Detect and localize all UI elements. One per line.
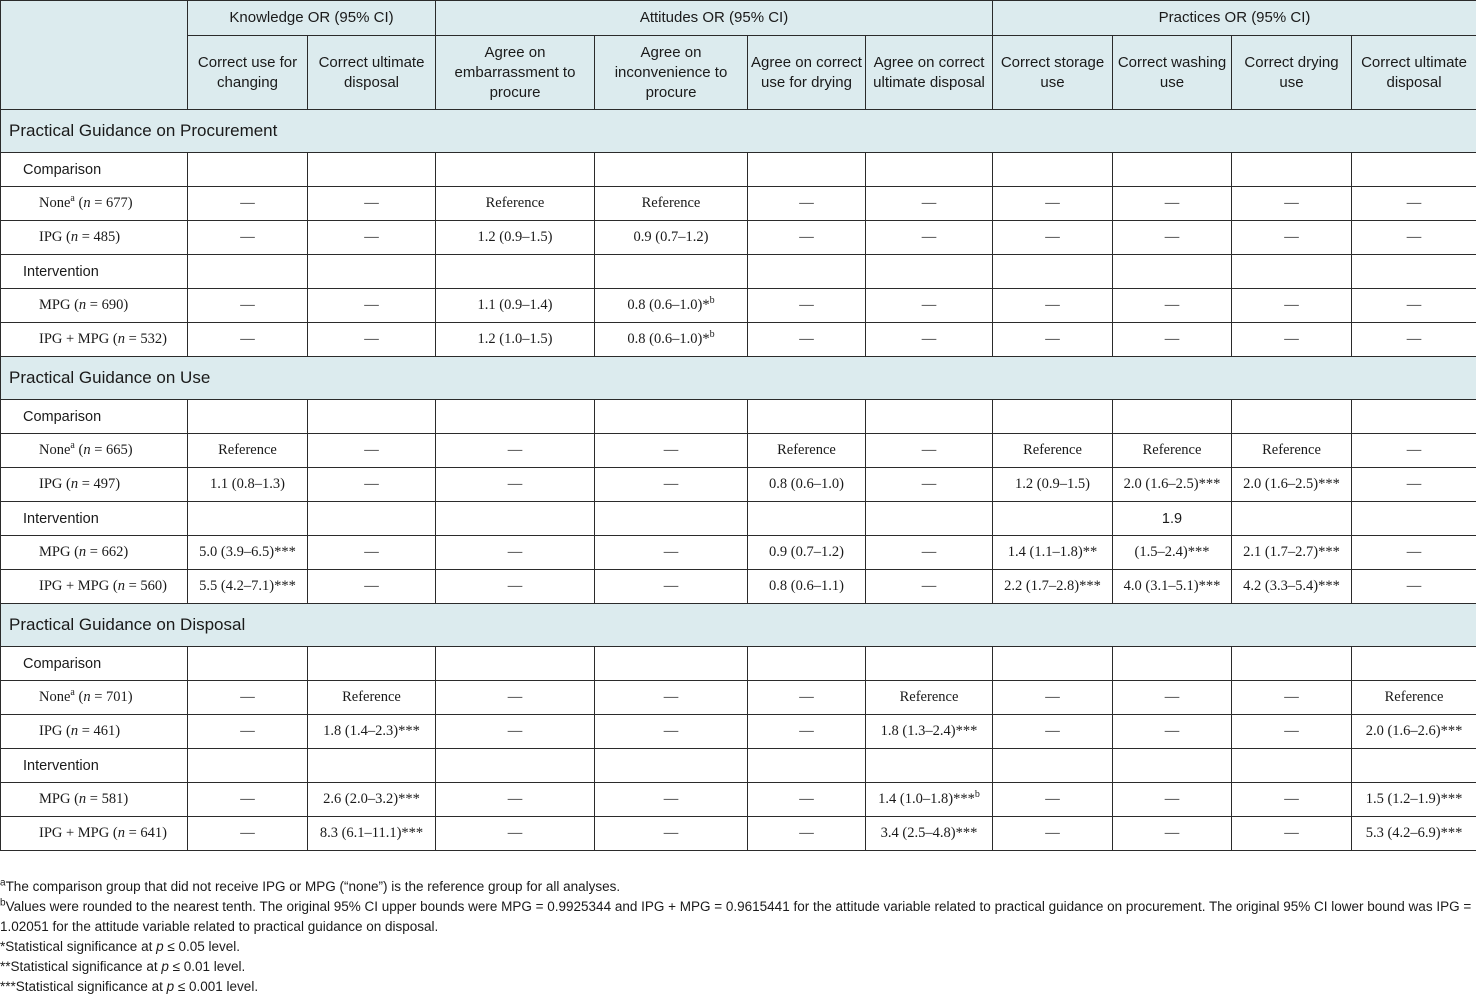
col-header: Correct ultimate disposal <box>308 36 436 110</box>
table-cell <box>308 749 436 783</box>
table-cell: — <box>436 783 595 817</box>
table-cell: Reference <box>188 434 308 468</box>
table-cell: — <box>748 681 866 715</box>
table-cell: 0.9 (0.7–1.2) <box>595 221 748 255</box>
table-cell: — <box>866 187 993 221</box>
row-label: Comparison <box>1 647 188 681</box>
table-cell <box>1113 647 1232 681</box>
row-label: IPG + MPG (n = 560) <box>1 570 188 604</box>
table-cell: — <box>436 715 595 749</box>
table-cell: — <box>748 323 866 357</box>
table-cell: 0.8 (0.6–1.0)*$^b$ <box>595 289 748 323</box>
table-cell: — <box>308 289 436 323</box>
table-cell: — <box>1232 187 1352 221</box>
table-cell <box>993 255 1113 289</box>
table-cell <box>188 255 308 289</box>
group-label-row <box>1 647 1476 681</box>
section-title: Practical Guidance on Disposal <box>1 604 1476 647</box>
table-cell: — <box>1352 221 1476 255</box>
table-cell <box>308 647 436 681</box>
table-cell <box>748 153 866 187</box>
table-cell: — <box>308 187 436 221</box>
table-cell <box>1352 153 1476 187</box>
col-header: Agree on inconvenience to procure <box>595 36 748 110</box>
row-label: MPG (n = 662) <box>1 536 188 570</box>
table-cell <box>1113 749 1232 783</box>
table-cell: — <box>436 681 595 715</box>
col-header: Agree on correct ultimate disposal <box>866 36 993 110</box>
table-cell <box>866 153 993 187</box>
table-cell: — <box>595 536 748 570</box>
table-footnotes <box>0 877 1476 997</box>
table-cell <box>595 749 748 783</box>
header-column-row <box>1 36 1476 110</box>
table-cell: — <box>188 715 308 749</box>
col-header: Correct storage use <box>993 36 1113 110</box>
table-cell: 0.8 (0.6–1.1) <box>748 570 866 604</box>
table-cell: Reference <box>308 681 436 715</box>
table-cell <box>188 502 308 536</box>
table-cell: — <box>993 187 1113 221</box>
table-cell: Reference <box>1113 434 1232 468</box>
row-label: None$^a$ (n = 665) <box>1 434 188 468</box>
table-cell: — <box>188 681 308 715</box>
table-row <box>1 434 1476 468</box>
table-cell <box>436 400 595 434</box>
table-cell <box>1232 400 1352 434</box>
footnote-b: $^b$Values were rounded to the nearest tenth. The original 95% CI upper bounds were MPG = 0.9925344 and IPG + MPG = 0.9615441 for the attitude variable related to practical guidance on procurement. The original 95% CI lower bound was IPG = 1.02051 for the attitude variable related to practical guidance on disposal. <box>0 897 1472 934</box>
row-label: Intervention <box>1 749 188 783</box>
table-cell: — <box>188 783 308 817</box>
table-cell: — <box>188 289 308 323</box>
table-cell: — <box>595 681 748 715</box>
table-cell: — <box>1113 681 1232 715</box>
table-cell: Reference <box>993 434 1113 468</box>
header-group-knowledge: Knowledge OR (95% CI) <box>188 1 436 36</box>
table-cell: — <box>1352 570 1476 604</box>
table-cell: — <box>1232 783 1352 817</box>
footnote-sig-001: **Statistical significance at p ≤ 0.01 level. <box>0 959 246 974</box>
table-cell: 4.0 (3.1–5.1)*** <box>1113 570 1232 604</box>
section-header-row <box>1 110 1476 153</box>
footnote-a: $^a$The comparison group that did not receive IPG or MPG (“none”) is the reference group for all analyses. <box>0 877 621 894</box>
table-cell: — <box>1113 323 1232 357</box>
table-cell <box>748 255 866 289</box>
col-header: Correct washing use <box>1113 36 1232 110</box>
table-cell: 1.1 (0.9–1.4) <box>436 289 595 323</box>
table-row <box>1 468 1476 502</box>
table-cell <box>1232 647 1352 681</box>
col-header: Correct drying use <box>1232 36 1352 110</box>
table-cell <box>436 647 595 681</box>
table-cell: — <box>1113 715 1232 749</box>
table-cell <box>1232 749 1352 783</box>
table-cell: — <box>993 817 1113 851</box>
table-cell <box>748 400 866 434</box>
table-cell: — <box>866 536 993 570</box>
section-title: Practical Guidance on Use <box>1 357 1476 400</box>
table-cell <box>1113 153 1232 187</box>
table-cell <box>993 153 1113 187</box>
table-cell: 1.4 (1.0–1.8)***$^b$ <box>866 783 993 817</box>
table-cell: Reference <box>1232 434 1352 468</box>
table-cell <box>866 749 993 783</box>
table-cell: 0.8 (0.6–1.0) <box>748 468 866 502</box>
row-label: IPG (n = 461) <box>1 715 188 749</box>
table-cell: — <box>1352 434 1476 468</box>
table-row <box>1 817 1476 851</box>
table-cell: — <box>1232 323 1352 357</box>
table-cell: 1.8 (1.4–2.3)*** <box>308 715 436 749</box>
row-label: IPG (n = 485) <box>1 221 188 255</box>
table-cell: — <box>866 221 993 255</box>
row-label: None$^a$ (n = 677) <box>1 187 188 221</box>
table-cell <box>866 400 993 434</box>
row-label: MPG (n = 690) <box>1 289 188 323</box>
table-cell: — <box>748 783 866 817</box>
table-cell: 1.4 (1.1–1.8)** <box>993 536 1113 570</box>
table-cell: — <box>1113 783 1232 817</box>
table-cell <box>866 255 993 289</box>
table-cell: 2.6 (2.0–3.2)*** <box>308 783 436 817</box>
table-cell <box>188 647 308 681</box>
table-row <box>1 289 1476 323</box>
table-cell: 5.5 (4.2–7.1)*** <box>188 570 308 604</box>
table-cell: — <box>993 323 1113 357</box>
table-cell: — <box>1113 221 1232 255</box>
table-cell: — <box>1352 289 1476 323</box>
table-cell: — <box>866 468 993 502</box>
table-cell <box>1352 400 1476 434</box>
table-cell <box>436 255 595 289</box>
section-header-row <box>1 357 1476 400</box>
table-cell: — <box>1352 187 1476 221</box>
table-cell <box>1352 749 1476 783</box>
table-cell: 0.9 (0.7–1.2) <box>748 536 866 570</box>
table-cell: 1.5 (1.2–1.9)*** <box>1352 783 1476 817</box>
col-header: Correct ultimate disposal <box>1352 36 1476 110</box>
table-cell: — <box>993 681 1113 715</box>
table-cell: — <box>748 187 866 221</box>
table-cell: — <box>188 221 308 255</box>
table-cell: 1.2 (1.0–1.5) <box>436 323 595 357</box>
table-cell: — <box>993 715 1113 749</box>
table-cell <box>1352 647 1476 681</box>
table-cell <box>1232 255 1352 289</box>
table-cell: (1.5–2.4)*** <box>1113 536 1232 570</box>
section-title: Practical Guidance on Procurement <box>1 110 1476 153</box>
table-row <box>1 715 1476 749</box>
table-row <box>1 783 1476 817</box>
table-cell: — <box>188 187 308 221</box>
table-cell <box>595 255 748 289</box>
col-header: Correct use for changing <box>188 36 308 110</box>
table-cell <box>748 502 866 536</box>
table-row <box>1 536 1476 570</box>
table-cell: — <box>436 817 595 851</box>
table-cell: — <box>1113 817 1232 851</box>
table-cell: 1.1 (0.8–1.3) <box>188 468 308 502</box>
table-cell: — <box>866 434 993 468</box>
table-cell <box>436 749 595 783</box>
table-cell: — <box>1352 323 1476 357</box>
table-cell: 1.9 <box>1113 502 1232 536</box>
table-cell: — <box>993 289 1113 323</box>
table-cell: 5.0 (3.9–6.5)*** <box>188 536 308 570</box>
row-label: IPG (n = 497) <box>1 468 188 502</box>
group-label-row <box>1 255 1476 289</box>
header-group-row <box>1 1 1476 36</box>
table-cell: — <box>993 221 1113 255</box>
table-cell: — <box>993 783 1113 817</box>
table-cell: — <box>748 289 866 323</box>
table-cell: — <box>436 536 595 570</box>
table-cell: — <box>748 817 866 851</box>
table-cell: 2.0 (1.6–2.5)*** <box>1113 468 1232 502</box>
table-cell: — <box>595 434 748 468</box>
table-cell: — <box>308 468 436 502</box>
table-row <box>1 570 1476 604</box>
table-cell: 2.2 (1.7–2.8)*** <box>993 570 1113 604</box>
table-cell <box>436 502 595 536</box>
row-label: Comparison <box>1 153 188 187</box>
table-cell: — <box>748 221 866 255</box>
col-header: Agree on embarrassment to procure <box>436 36 595 110</box>
table-cell: Reference <box>1352 681 1476 715</box>
table-cell: Reference <box>436 187 595 221</box>
table-cell: 0.8 (0.6–1.0)*$^b$ <box>595 323 748 357</box>
row-label: MPG (n = 581) <box>1 783 188 817</box>
table-cell: — <box>188 817 308 851</box>
table-cell: — <box>436 570 595 604</box>
table-cell: 5.3 (4.2–6.9)*** <box>1352 817 1476 851</box>
row-label: Intervention <box>1 502 188 536</box>
table-cell <box>188 749 308 783</box>
table-cell <box>595 502 748 536</box>
table-cell <box>993 749 1113 783</box>
row-label: Comparison <box>1 400 188 434</box>
footnote-sig-005: *Statistical significance at p ≤ 0.05 level. <box>0 939 241 954</box>
table-cell <box>595 153 748 187</box>
table-row <box>1 323 1476 357</box>
group-label-row <box>1 400 1476 434</box>
table-cell <box>993 502 1113 536</box>
table-cell: Reference <box>748 434 866 468</box>
table-cell: — <box>1113 289 1232 323</box>
footnote-sig-0001: ***Statistical significance at p ≤ 0.001 level. <box>0 979 259 994</box>
table-cell: 8.3 (6.1–11.1)*** <box>308 817 436 851</box>
table-cell: 3.4 (2.5–4.8)*** <box>866 817 993 851</box>
table-cell: — <box>1232 289 1352 323</box>
table-cell <box>308 400 436 434</box>
group-label-row <box>1 502 1476 536</box>
table-cell: — <box>866 289 993 323</box>
table-cell: — <box>308 221 436 255</box>
table-cell: — <box>866 323 993 357</box>
section-header-row <box>1 604 1476 647</box>
table-cell: — <box>595 817 748 851</box>
table-cell: — <box>748 715 866 749</box>
table-cell: Reference <box>595 187 748 221</box>
row-label: IPG + MPG (n = 641) <box>1 817 188 851</box>
table-cell <box>993 400 1113 434</box>
table-cell: 1.8 (1.3–2.4)*** <box>866 715 993 749</box>
table-cell <box>188 400 308 434</box>
table-cell <box>1113 400 1232 434</box>
table-cell: 1.2 (0.9–1.5) <box>436 221 595 255</box>
table-cell <box>595 647 748 681</box>
table-row <box>1 681 1476 715</box>
table-cell: 1.2 (0.9–1.5) <box>993 468 1113 502</box>
table-cell <box>188 153 308 187</box>
table-cell: — <box>1232 221 1352 255</box>
table-cell: — <box>595 468 748 502</box>
table-cell <box>1113 255 1232 289</box>
table-cell: — <box>866 570 993 604</box>
header-corner <box>1 1 188 110</box>
table-cell: — <box>308 570 436 604</box>
table-cell: — <box>1232 681 1352 715</box>
row-label: None$^a$ (n = 701) <box>1 681 188 715</box>
table-cell: — <box>595 783 748 817</box>
col-header: Agree on correct use for drying <box>748 36 866 110</box>
group-label-row <box>1 153 1476 187</box>
table-cell: 2.0 (1.6–2.5)*** <box>1232 468 1352 502</box>
table-cell <box>866 647 993 681</box>
table-cell: 2.0 (1.6–2.6)*** <box>1352 715 1476 749</box>
table-cell: — <box>308 323 436 357</box>
table-cell: — <box>308 434 436 468</box>
table-cell <box>748 749 866 783</box>
table-cell: Reference <box>866 681 993 715</box>
table-cell: — <box>1352 468 1476 502</box>
table-cell: — <box>436 434 595 468</box>
table-cell: — <box>595 570 748 604</box>
table-cell: — <box>436 468 595 502</box>
row-label: IPG + MPG (n = 532) <box>1 323 188 357</box>
table-cell <box>748 647 866 681</box>
table-cell: — <box>1232 817 1352 851</box>
table-cell: — <box>188 323 308 357</box>
group-label-row <box>1 749 1476 783</box>
table-cell: — <box>1232 715 1352 749</box>
header-group-practices: Practices OR (95% CI) <box>993 1 1476 36</box>
table-cell <box>866 502 993 536</box>
table-cell: 2.1 (1.7–2.7)*** <box>1232 536 1352 570</box>
header-group-attitudes: Attitudes OR (95% CI) <box>436 1 993 36</box>
table-cell: — <box>1352 536 1476 570</box>
table-cell: — <box>1113 187 1232 221</box>
table-cell <box>993 647 1113 681</box>
table-cell <box>308 502 436 536</box>
table-cell <box>1352 255 1476 289</box>
table-cell <box>1352 502 1476 536</box>
table-cell <box>436 153 595 187</box>
table-cell: — <box>595 715 748 749</box>
table-cell <box>1232 502 1352 536</box>
table-row <box>1 221 1476 255</box>
table-cell <box>595 400 748 434</box>
table-body <box>1 110 1476 851</box>
row-label: Intervention <box>1 255 188 289</box>
table-row <box>1 187 1476 221</box>
table-cell <box>308 255 436 289</box>
table-cell <box>1232 153 1352 187</box>
table-cell: — <box>308 536 436 570</box>
table-cell <box>308 153 436 187</box>
table-cell: 4.2 (3.3–5.4)*** <box>1232 570 1352 604</box>
